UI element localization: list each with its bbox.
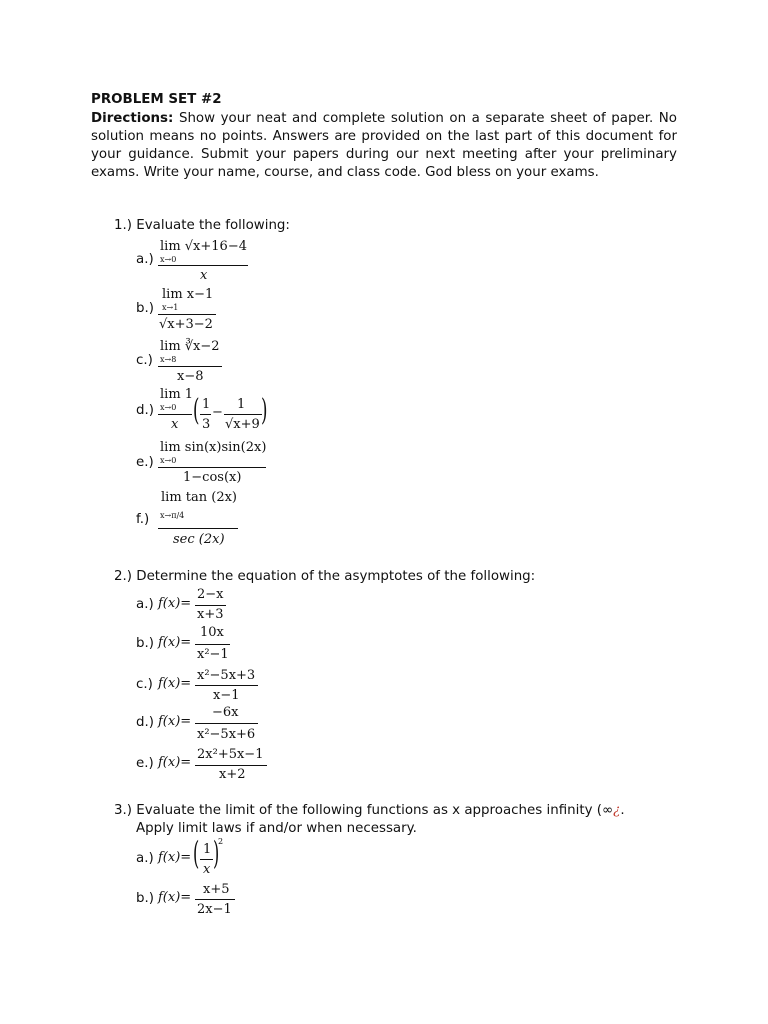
q1d-inner-den-a: 3	[202, 417, 211, 432]
q2b-fraction-bar	[195, 644, 230, 645]
q1a-limit-sub: x→0	[160, 255, 177, 264]
q1d-letter: d.)	[136, 403, 154, 418]
q2c-fraction-bar	[195, 685, 258, 686]
q2c-denominator: x−1	[213, 688, 240, 703]
q1e-denominator: 1−cos(x)	[183, 470, 242, 485]
q3a-right-paren: )	[213, 834, 220, 872]
q2d-letter: d.)	[136, 715, 154, 730]
q1a-letter: a.)	[136, 252, 154, 267]
q3-label-end: .	[620, 803, 625, 818]
q1c-fraction-bar	[158, 366, 222, 367]
q1d-inner-bar-b	[224, 414, 262, 415]
q1e-fraction-bar	[158, 467, 266, 468]
q1d-left-paren: (	[193, 393, 200, 428]
q1b-letter: b.)	[136, 301, 154, 316]
q2e-fraction-bar	[195, 765, 267, 766]
q3a-letter: a.)	[136, 851, 154, 866]
q1f-fraction-bar	[158, 528, 238, 529]
q1d-inner-bar-a	[200, 414, 211, 415]
question-1-label: 1.) Evaluate the following:	[114, 218, 290, 233]
q3a-exponent: 2	[218, 837, 224, 846]
q2e-letter: e.)	[136, 756, 154, 771]
q3a-fraction-bar	[200, 859, 213, 860]
q3a-numerator: 1	[203, 842, 212, 857]
question-3-label-line2: Apply limit laws if and/or when necessary.	[136, 821, 417, 836]
q3b-fx: f(x)=	[158, 890, 192, 905]
q3a-denominator: x	[203, 862, 211, 877]
q2c-letter: c.)	[136, 677, 153, 692]
q1b-numerator: lim x−1	[162, 287, 214, 302]
q2b-numerator: 10x	[200, 625, 224, 640]
directions-paragraph	[91, 110, 677, 182]
q1d-minus: −	[212, 405, 223, 420]
q2a-numerator: 2−x	[197, 587, 224, 602]
q2a-fraction-bar	[195, 605, 226, 606]
q1c-limit-sub: x→8	[160, 355, 177, 364]
q3b-denominator: 2x−1	[197, 902, 232, 917]
q1a-denominator: x	[200, 268, 208, 283]
q1b-fraction-bar	[158, 314, 216, 315]
q3b-letter: b.)	[136, 891, 154, 906]
q3b-numerator: x+5	[203, 882, 230, 897]
q1f-denominator: sec (2x)	[173, 532, 225, 547]
q1f-letter: f.)	[136, 512, 150, 527]
q2b-denominator: x²−1	[197, 647, 229, 662]
q1d-right-paren: )	[261, 393, 268, 428]
q1f-limit-sub: x→π/4	[160, 511, 185, 520]
q1d-denominator: x	[171, 417, 179, 432]
q1b-limit-sub: x→1	[162, 303, 179, 312]
q2e-denominator: x+2	[219, 767, 246, 782]
q2a-denominator: x+3	[197, 607, 224, 622]
q2b-letter: b.)	[136, 636, 154, 651]
directions-label: Directions:	[91, 111, 174, 126]
q2d-fx: f(x)=	[158, 714, 192, 729]
directions-text: Show your neat and complete solution on a separate sheet of paper. No solution means no points. Answers are provided on the last part of this document for your guidance. Submit your papers during our next meeting after your preliminary exams. Write your name, course, and class code. God bless on your exams.	[91, 111, 677, 180]
q1f-numerator: lim tan (2x)	[161, 490, 238, 505]
q3-label-text: 3.) Evaluate the limit of the following functions as x approaches infinity (∞	[114, 803, 614, 818]
q1d-inner-den-b: √x+9	[225, 417, 260, 432]
question-2-label: 2.) Determine the equation of the asymptotes of the following:	[114, 569, 536, 584]
q3b-fraction-bar	[195, 899, 235, 900]
q2d-fraction-bar	[195, 723, 258, 724]
q1c-denominator: x−8	[177, 369, 204, 384]
q2d-numerator: −6x	[212, 705, 239, 720]
q1e-letter: e.)	[136, 455, 154, 470]
q1d-inner-num-a: 1	[202, 397, 211, 412]
q1c-letter: c.)	[136, 353, 153, 368]
q1e-numerator: lim sin(x)sin(2x)	[160, 440, 267, 455]
q2c-fx: f(x)=	[158, 676, 192, 691]
q1d-inner-num-b: 1	[237, 397, 246, 412]
q3a-left-paren: (	[193, 834, 200, 872]
q2a-letter: a.)	[136, 597, 154, 612]
q1a-fraction-bar	[158, 265, 248, 266]
q2e-fx: f(x)=	[158, 755, 192, 770]
q1d-limit-sub: x→0	[160, 403, 177, 412]
q2c-numerator: x²−5x+3	[197, 668, 256, 683]
q2b-fx: f(x)=	[158, 635, 192, 650]
q1a-numerator: lim √x+16−4	[160, 239, 247, 254]
q2d-denominator: x²−5x+6	[197, 727, 256, 742]
q3-label-tail: ¿	[613, 803, 621, 818]
question-3-label	[114, 803, 625, 818]
q1d-fraction-bar	[158, 414, 192, 415]
q1e-limit-sub: x→0	[160, 456, 177, 465]
q1d-numerator: lim 1	[160, 387, 194, 402]
problem-set-title: PROBLEM SET #2	[91, 92, 222, 107]
q3a-fx: f(x)=	[158, 850, 192, 865]
q2a-fx: f(x)=	[158, 596, 192, 611]
q1b-denominator: √x+3−2	[159, 317, 213, 332]
q2e-numerator: 2x²+5x−1	[197, 747, 264, 762]
q1c-numerator: lim ∛x−2	[160, 339, 220, 354]
